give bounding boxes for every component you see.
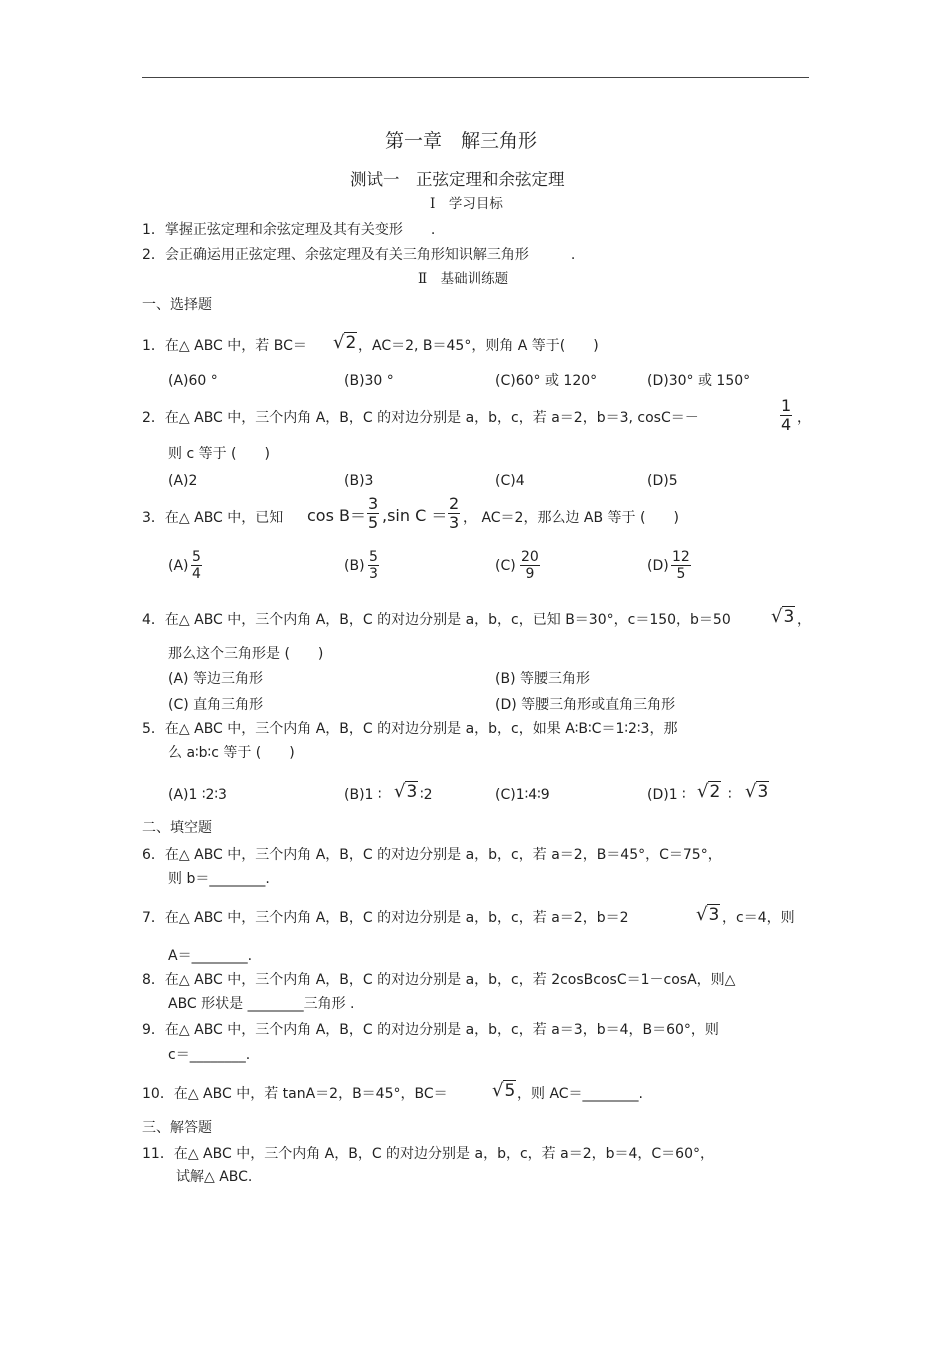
q5-option-d-pre: (D)1 ∶: [647, 787, 686, 803]
q3-sinc: ,sin C ＝: [382, 506, 448, 525]
q2-option-d: (D)5: [647, 473, 678, 489]
q9-stem-a: 9．在△ ABC 中，三个内角 A，B，C 的对边分别是 a，b，c，若 a＝3，b＝4，B＝60°，则: [142, 1022, 719, 1038]
q1-sqrt: √2: [333, 332, 357, 353]
test-title: 测试一 正弦定理和余弦定理: [350, 170, 565, 189]
q3-fraction-cosb: $\frac{3}{5}$: [368, 494, 379, 532]
q11-stem-b: 试解△ ABC.: [176, 1169, 253, 1185]
q3-cosb: cos B＝: [307, 506, 366, 525]
q8-stem-a: 8．在△ ABC 中，三个内角 A，B，C 的对边分别是 a，b，c，若 2cosBcosC＝1－cosA，则△: [142, 972, 736, 988]
q4-stem-b: 那么这个三角形是 ( ): [168, 646, 324, 662]
q5-stem-b: 么 a∶b∶c 等于 ( ): [168, 745, 295, 761]
goal-2: 2．会正确运用正弦定理、余弦定理及有关三角形知识解三角形 .: [142, 247, 576, 263]
q4-option-d: (D) 等腰三角形或直角三角形: [495, 697, 676, 713]
q2-comma: ，: [797, 410, 811, 426]
q2-stem-a: 2．在△ ABC 中，三个内角 A，B，C 的对边分别是 a，b，c，若 a＝2，b＝3, cosC＝－: [142, 410, 699, 426]
q4-option-c: (C) 直角三角形: [168, 697, 264, 713]
q3-option-b-label: (B): [344, 558, 365, 574]
part-choice-heading: 一、选择题: [142, 297, 212, 313]
chapter-title: 第一章 解三角形: [385, 130, 538, 152]
q1-option-b: (B)30 °: [344, 373, 394, 389]
q3-fraction-sinc: $\frac{2}{3}$: [449, 494, 460, 532]
q5-option-d-mid: ∶: [728, 787, 732, 803]
q7-stem-a: 7．在△ ABC 中，三个内角 A，B，C 的对边分别是 a，b，c，若 a＝2，b＝2: [142, 910, 629, 926]
q5-option-b-post: ∶2: [420, 787, 433, 803]
q2-stem-b: 则 c 等于 ( ): [168, 446, 270, 462]
q2-option-c: (C)4: [495, 473, 525, 489]
q3-option-a-label: (A): [168, 558, 189, 574]
q3-stem-b: ， AC＝2，那么边 AB 等于 ( ): [463, 510, 679, 526]
q9-stem-b: c＝________.: [168, 1047, 251, 1063]
q3-option-c-label: (C): [495, 558, 516, 574]
q3-stem-a: 3．在△ ABC 中，已知: [142, 510, 284, 526]
q2-option-b: (B)3: [344, 473, 374, 489]
q10-stem-b: ，则 AC＝________.: [517, 1086, 644, 1102]
q1-option-a: (A)60 °: [168, 373, 218, 389]
part-fill-heading: 二、填空题: [142, 820, 212, 836]
q4-comma: ，: [797, 612, 811, 628]
goal-1: 1．掌握正弦定理和余弦定理及其有关变形 .: [142, 222, 436, 238]
q1-stem-b: ，AC＝2, B＝45°，则角 A 等于( ): [358, 338, 599, 354]
q5-option-d-sqrt-1: √2: [697, 781, 721, 802]
q3-option-d-label: (D): [647, 558, 669, 574]
q5-stem-a: 5．在△ ABC 中，三个内角 A，B，C 的对边分别是 a，b，c，如果 A∶B∶C＝1∶2∶3，那: [142, 721, 678, 737]
q3-option-a-fraction: $\frac{5}{4}$: [192, 549, 201, 582]
q7-sqrt: √3: [696, 904, 720, 925]
q2-fraction: $\frac{1}{4}$: [781, 396, 792, 434]
q6-stem-b: 则 b＝________.: [168, 871, 270, 887]
q1-option-c: (C)60° 或 120°: [495, 373, 598, 389]
q7-stem-b: A＝________.: [168, 948, 253, 964]
header-rule: [142, 77, 809, 78]
q4-option-b: (B) 等腰三角形: [495, 671, 590, 687]
q7-stem-c: ，c＝4，则: [722, 910, 795, 926]
q1-stem-a: 1．在△ ABC 中，若 BC＝: [142, 338, 307, 354]
q3-option-c-fraction: $\frac{20}{9}$: [521, 549, 539, 582]
q5-option-b-pre: (B)1 ∶: [344, 787, 382, 803]
q5-option-c: (C)1∶4∶9: [495, 787, 550, 803]
q5-option-d-sqrt-2: √3: [745, 781, 769, 802]
q2-option-a: (A)2: [168, 473, 198, 489]
q4-option-a: (A) 等边三角形: [168, 671, 263, 687]
q10-stem-a: 10．在△ ABC 中，若 tanA＝2，B＝45°，BC＝: [142, 1086, 448, 1102]
q6-stem-a: 6．在△ ABC 中，三个内角 A，B，C 的对边分别是 a，b，c，若 a＝2，B＝45°，C＝75°，: [142, 847, 722, 863]
q4-stem-a: 4．在△ ABC 中，三个内角 A，B，C 的对边分别是 a，b，c，已知 B＝30°，c＝150，b＝50: [142, 612, 731, 628]
q3-option-d-fraction: $\frac{12}{5}$: [672, 549, 690, 582]
section-basic-heading: Ⅱ 基础训练题: [418, 271, 509, 287]
q3-option-b-fraction: $\frac{5}{3}$: [369, 549, 378, 582]
section-goals-heading: Ⅰ 学习目标: [430, 196, 503, 212]
q4-sqrt: √3: [771, 606, 795, 627]
q11-stem-a: 11．在△ ABC 中，三个内角 A，B，C 的对边分别是 a，b，c，若 a＝2，b＝4，C＝60°，: [142, 1146, 714, 1162]
part-answer-heading: 三、解答题: [142, 1120, 212, 1136]
q1-option-d: (D)30° 或 150°: [647, 373, 751, 389]
q10-sqrt: √5: [492, 1080, 516, 1101]
q5-option-b-sqrt: √3: [394, 781, 418, 802]
q5-option-a: (A)1 ∶2∶3: [168, 787, 227, 803]
q8-stem-b: ABC 形状是 ________三角形 .: [168, 996, 355, 1012]
